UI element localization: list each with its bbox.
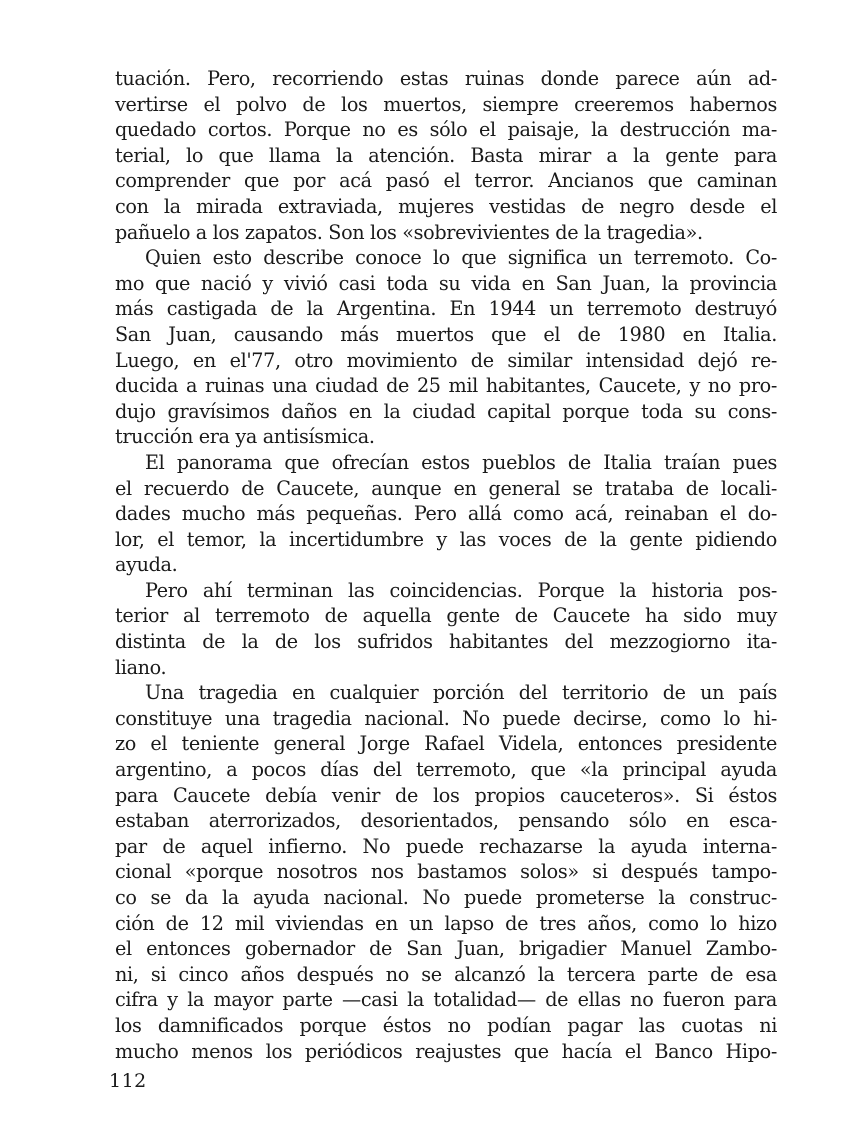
text-line: Una tragedia en cualquier porción del territorio de un país — [145, 681, 777, 705]
text-line: más castigada de la Argentina. En 1944 un terremoto destruyó — [115, 297, 777, 321]
text-line: El panorama que ofrecían estos pueblos de Italia traían pues — [145, 450, 777, 474]
text-line: argentino, a pocos días del terremoto, que «la principal ayuda — [115, 758, 777, 782]
paragraph — [115, 66, 777, 245]
text-line: co se da la ayuda nacional. No puede prometerse la construc- — [115, 886, 777, 909]
page-number: 112 — [109, 1070, 147, 1092]
text-line: mucho menos los periódicos reajustes que hacía el Banco Hipo- — [115, 1039, 777, 1063]
text-line: vertirse el polvo de los muertos, siempre creeremos habernos — [115, 92, 777, 116]
text-line: Pero ahí terminan las coincidencias. Porque la historia pos- — [145, 578, 777, 602]
text-line: para Caucete debía venir de los propios cauceteros». Si éstos — [115, 783, 777, 807]
text-line: zo el teniente general Jorge Rafael Videla, entonces presidente — [115, 732, 777, 756]
paragraph — [115, 680, 777, 1064]
text-line: ni, si cinco años después no se alcanzó la tercera parte de esa — [115, 962, 777, 986]
text-line: Luego, en el'77, otro movimiento de similar intensidad dejó re- — [115, 348, 777, 372]
text-line: ción de 12 mil viviendas en un lapso de tres años, como lo hizo — [115, 911, 777, 935]
text-line: San Juan, causando más muertos que el de 1980 en Italia. — [115, 322, 777, 346]
paragraph — [115, 245, 777, 450]
text-line: quedado cortos. Porque no es sólo el paisaje, la destrucción ma- — [115, 118, 777, 142]
body-text — [115, 66, 777, 1064]
text-line: los damnificados porque éstos no podían pagar las cuotas ni — [115, 1013, 777, 1037]
text-line: comprender que por acá pasó el terror. Ancianos que caminan — [115, 169, 777, 193]
text-line: tuación. Pero, recorriendo estas ruinas donde parece aún ad- — [115, 67, 777, 90]
text-line: ducida a ruinas una ciudad de 25 mil habitantes, Caucete, y no pro- — [115, 374, 777, 398]
text-line: pañuelo a los zapatos. Son los «sobrevivientes de la tragedia». — [115, 220, 703, 244]
text-line: mo que nació y vivió casi toda su vida en San Juan, la provincia — [115, 271, 777, 295]
paragraph — [115, 450, 777, 578]
text-line: distinta de la de los sufridos habitantes del mezzogiorno ita- — [115, 630, 777, 654]
text-line: lor, el temor, la incertidumbre y las voces de la gente pidiendo — [115, 527, 777, 551]
text-line: trucción era ya antisísmica. — [115, 425, 375, 449]
text-line: estaban aterrorizados, desorientados, pensando sólo en esca- — [115, 809, 777, 833]
text-line: constituye una tragedia nacional. No puede decirse, como lo hi- — [115, 706, 777, 730]
text-line: dujo gravísimos daños en la ciudad capital porque toda su cons- — [115, 399, 777, 423]
text-line: el recuerdo de Caucete, aunque en general se trataba de locali- — [115, 476, 777, 500]
text-line: cional «porque nosotros nos bastamos solos» si después tampo- — [115, 860, 777, 884]
text-line: el entonces gobernador de San Juan, brigadier Manuel Zambo- — [115, 937, 777, 961]
text-line: Quien esto describe conoce lo que significa un terremoto. Co- — [145, 246, 777, 270]
text-line: ayuda. — [115, 553, 178, 577]
paragraph — [115, 578, 777, 680]
text-line: par de aquel infierno. No puede rechazarse la ayuda interna- — [115, 834, 777, 858]
text-line: dades mucho más pequeñas. Pero allá como acá, reinaban el do- — [115, 502, 777, 526]
text-line: liano. — [115, 655, 167, 679]
text-line: terior al terremoto de aquella gente de Caucete ha sido muy — [115, 604, 777, 628]
text-line: con la mirada extraviada, mujeres vestidas de negro desde el — [115, 194, 777, 218]
text-line: cifra y la mayor parte —casi la totalidad— de ellas no fueron para — [115, 988, 777, 1012]
text-line: terial, lo que llama la atención. Basta mirar a la gente para — [115, 143, 777, 167]
